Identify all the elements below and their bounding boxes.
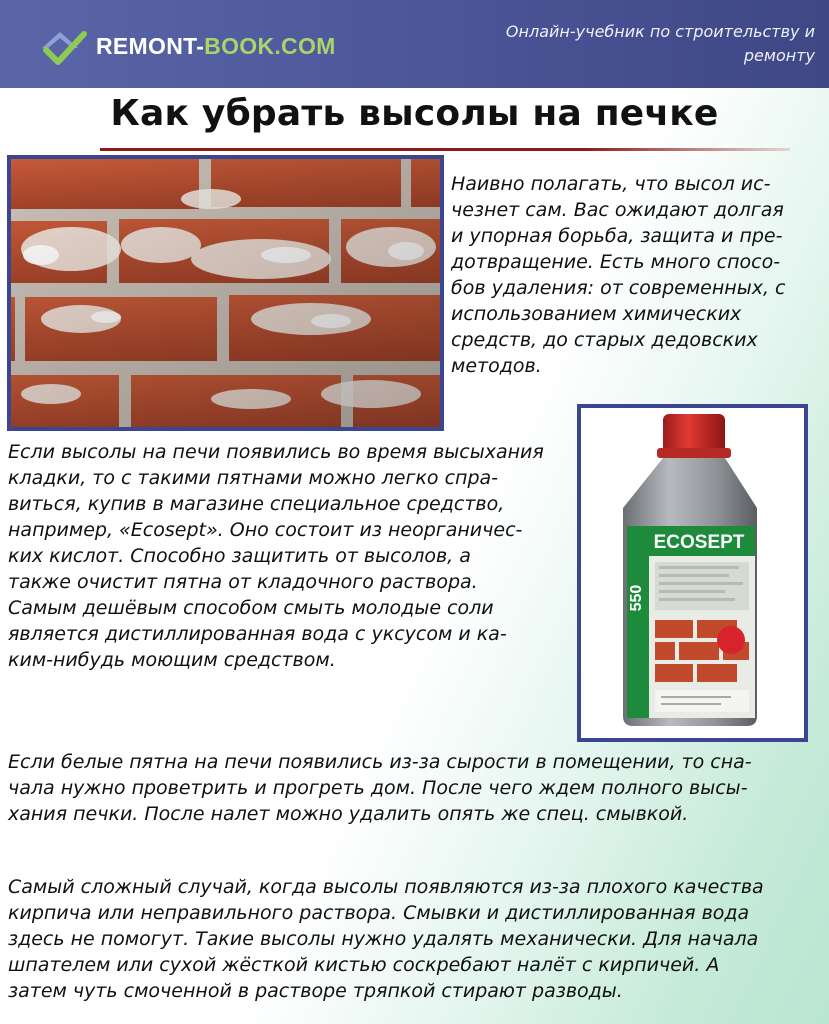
ecosept-product-photo [577, 404, 808, 742]
site-header [0, 0, 829, 88]
bottle-brand-label: ECOSEPT [653, 532, 745, 553]
brick-wall-illustration [11, 159, 440, 427]
site-tagline: Онлайн-учебник по строительству и ремонту [505, 22, 815, 65]
site-logo[interactable] [38, 26, 336, 66]
house-check-icon [38, 26, 88, 66]
site-logo-text: REMONT-BOOK.COM [96, 32, 336, 59]
paragraph-mechanical: Самый сложный случай, когда высолы появляются из-за плохого качества кирпича или неправильного раствора. Смывки и дистиллированная вода здесь не помогут. Такие высолы нужно удалять механически. Для начала шпателем или сухой жёсткой кистью соскребают налёт с кирпичей. А затем чуть смоченной в растворе тряпкой стирают разводы. [8, 876, 764, 1002]
ecosept-bottle-illustration [581, 408, 804, 738]
paragraph-humidity: Если белые пятна на печи появились из-за сырости в помещении, то сна- чала нужно проветрить и прогреть дом. После чего ждем полного высы- хания печки. После налет можно удалить опять же спец. смывкой. [8, 751, 752, 825]
efflorescence-brick-photo [7, 155, 444, 431]
paragraph-intro: Наивно полагать, что высол ис- чезнет сам. Вас ожидают долгая и упорная борьба, защита и пре- дотвращение. Есть много спосо- бов удаления: от современных, с использованием химических средств, до старых дедовских методов. [451, 173, 786, 377]
title-underline [100, 148, 790, 151]
article-title: Как убрать высолы на печке [110, 93, 719, 134]
paragraph-ecosept: Если высолы на печи появились во время высыхания кладки, то с такими пятнами можно легко спра- виться, купив в магазине специальное средство, например, «Ecosept». Оно состоит из неорганичес- ких кислот. Способно защитить от высолов, а также очистит пятна от кладочного раствора. Самым дешёвым способом смыть молодые соли является дистиллированная вода с уксусом и ка- ким-нибудь моющим средством. [8, 441, 544, 671]
bottle-number-label: 550 [628, 584, 645, 612]
